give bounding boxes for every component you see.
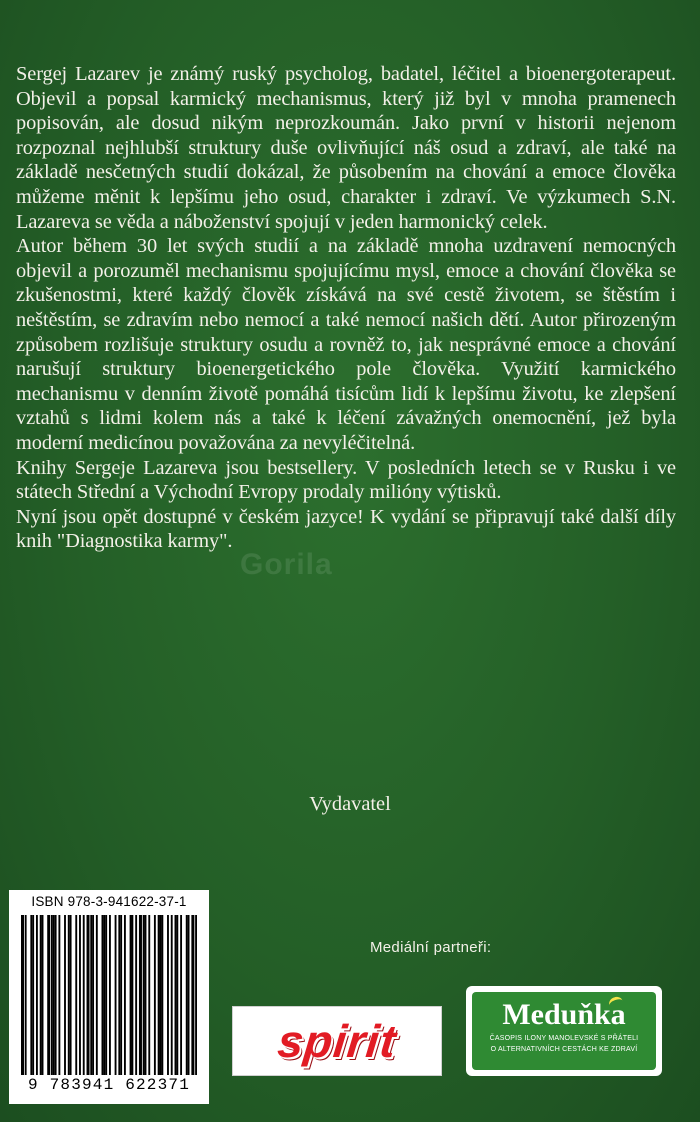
barcode-box [9,890,209,1104]
paragraph-2: Autor během 30 let svých studií a na základě mnoha uzdravení nemocných objevil a porozuměl mechanismu spojujícímu mysl, emoce a chování člověka se zkušenostmi, které každý člověk získává na své cestě životem, se štěstím i neštěstím, se zdravím nebo nemocí a také nemocí našich dětí. Autor přirozeným způsobem rozlišuje struktury osudu a rovněž to, jak nesprávné emoce a chování narušují struktury bioenergetického pole člověka. Využití karmického mechanismu v denním životě pomáhá tisícům lidí k lepšímu životu, ke zlepšení vztahů s lidmi kolem nás a také k léčení závažných onemocnění, jež byla moderní medicínou považována za nevyléčitelná. [16,235,676,454]
spirit-logo [232,1006,442,1076]
isbn-label: ISBN 978-3-941622-37-1 [31,894,187,909]
description-text [16,62,676,554]
medunka-logo-subtitle-2: O ALTERNATIVNÍCH CESTÁCH KE ZDRAVÍ [490,1046,638,1053]
watermark: Gorila [240,548,333,581]
ean-digits: 9 783941 622371 [27,1076,191,1094]
medunka-logo-panel [472,992,656,1070]
medunka-logo-title: Meduňka [502,998,626,1031]
paragraph-3: Knihy Sergeje Lazareva jsou bestsellery. V posledních letech se v Rusku i ve státech Střední a Východní Evropy prodaly milióny výtisků. [16,456,676,504]
paragraph-1: Sergej Lazarev je známý ruský psycholog, badatel, léčitel a bioenergoterapeut. Objevil a popsal karmický mechanismus, který již byl v mnoha pramenech popisován, ale dosud nikým neprozkoumán. Jako první v historii nejenom rozpoznal nejhlubší struktury duše ovlivňující náš osud a zdraví, ale také na základě nesčetných studií dokázal, že působením na chování a emoce člověka můžeme měnit k lepšímu jeho osud, charakter i zdraví. Ve výzkumech S.N. Lazareva se věda a náboženství spojují v jeden harmonický celek. [16,63,676,233]
medunka-logo [466,986,662,1076]
medunka-logo-subtitle-1: ČASOPIS ILONY MANOLEVSKÉ S PŘÁTELI [489,1035,639,1042]
publisher-signature: Vydavatel [309,793,391,815]
media-partners-label: Mediální partneři: [370,939,492,956]
spirit-logo-text: spirit [275,1015,399,1067]
paragraph-4: Nyní jsou opět dostupné v českém jazyce! K vydání se připravují také další díly knih "Diagnostika karmy". [16,505,676,553]
barcode-icon [21,915,197,1075]
